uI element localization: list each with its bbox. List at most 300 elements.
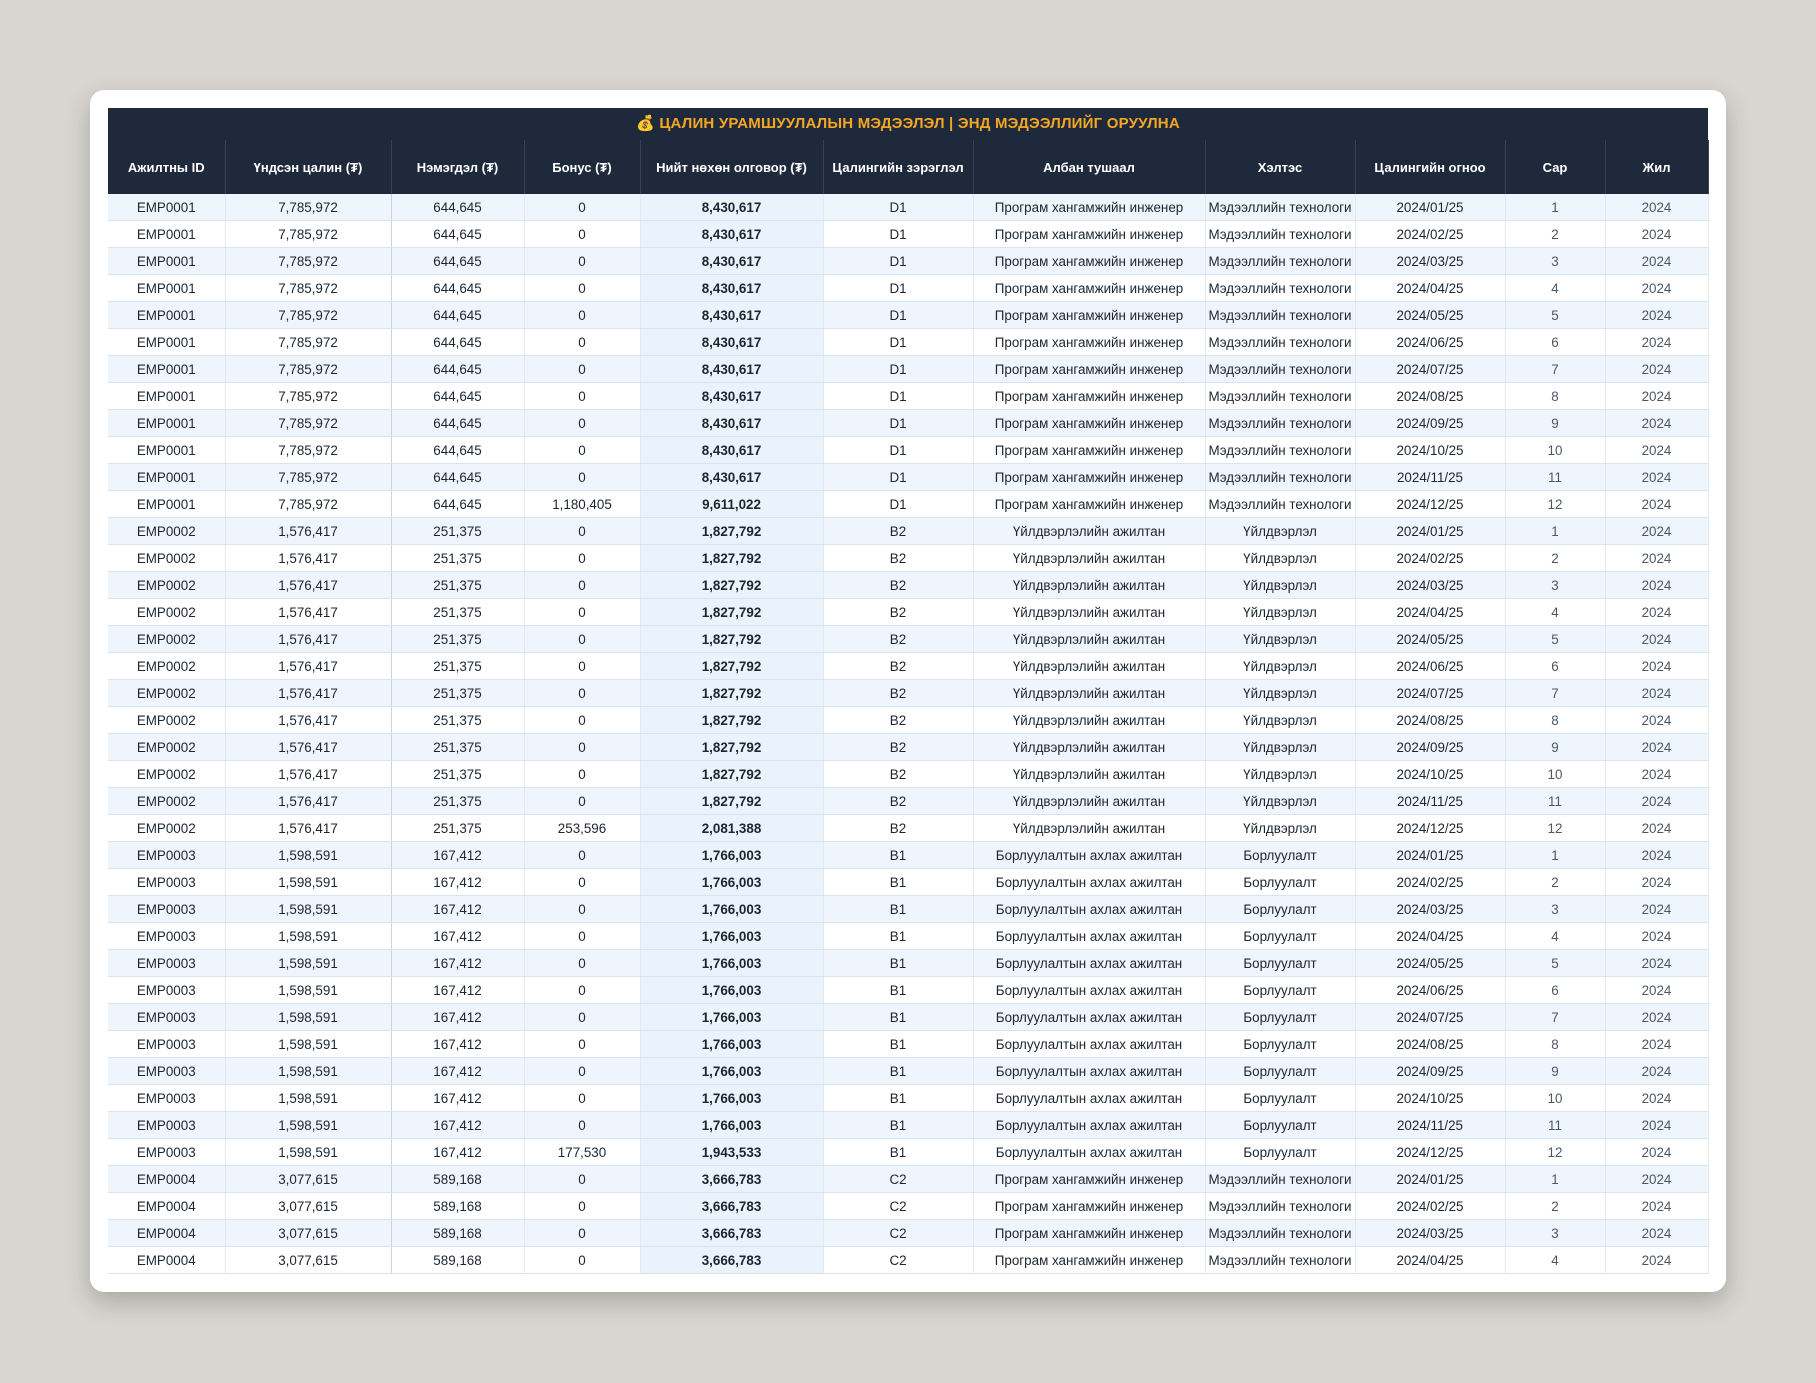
cell-employee-id[interactable]: EMP0001 [108, 464, 225, 491]
cell-position[interactable]: Програм хангамжийн инженер [973, 275, 1205, 302]
cell-total-compensation[interactable]: 9,611,022 [640, 491, 823, 518]
cell-year[interactable]: 2024 [1605, 1220, 1708, 1247]
cell-total-compensation[interactable]: 1,827,792 [640, 545, 823, 572]
cell-salary-grade[interactable]: D1 [823, 302, 973, 329]
cell-month[interactable]: 9 [1505, 1058, 1605, 1085]
cell-pay-date[interactable]: 2024/04/25 [1355, 275, 1505, 302]
cell-salary-grade[interactable]: B1 [823, 1004, 973, 1031]
cell-base-salary[interactable]: 7,785,972 [225, 410, 391, 437]
col-header-department[interactable]: Хэлтэс [1205, 140, 1355, 194]
cell-salary-grade[interactable]: B1 [823, 1058, 973, 1085]
cell-bonus[interactable]: 0 [524, 977, 640, 1004]
cell-employee-id[interactable]: EMP0003 [108, 950, 225, 977]
cell-year[interactable]: 2024 [1605, 194, 1708, 221]
cell-salary-grade[interactable]: C2 [823, 1166, 973, 1193]
cell-pay-date[interactable]: 2024/12/25 [1355, 815, 1505, 842]
cell-total-compensation[interactable]: 3,666,783 [640, 1193, 823, 1220]
cell-total-compensation[interactable]: 1,766,003 [640, 1112, 823, 1139]
cell-total-compensation[interactable]: 1,827,792 [640, 626, 823, 653]
cell-bonus[interactable]: 0 [524, 1004, 640, 1031]
cell-month[interactable]: 4 [1505, 599, 1605, 626]
cell-base-salary[interactable]: 1,576,417 [225, 707, 391, 734]
cell-year[interactable]: 2024 [1605, 626, 1708, 653]
cell-bonus[interactable]: 0 [524, 707, 640, 734]
cell-bonus[interactable]: 1,180,405 [524, 491, 640, 518]
cell-allowance[interactable]: 644,645 [391, 302, 524, 329]
cell-pay-date[interactable]: 2024/11/25 [1355, 464, 1505, 491]
cell-bonus[interactable]: 0 [524, 1112, 640, 1139]
cell-pay-date[interactable]: 2024/12/25 [1355, 1139, 1505, 1166]
cell-total-compensation[interactable]: 8,430,617 [640, 302, 823, 329]
cell-base-salary[interactable]: 7,785,972 [225, 464, 391, 491]
cell-year[interactable]: 2024 [1605, 1193, 1708, 1220]
cell-allowance[interactable]: 167,412 [391, 977, 524, 1004]
cell-bonus[interactable]: 0 [524, 653, 640, 680]
cell-department[interactable]: Мэдээллийн технологи [1205, 1247, 1355, 1274]
cell-position[interactable]: Борлуулалтын ахлах ажилтан [973, 950, 1205, 977]
cell-allowance[interactable]: 644,645 [391, 194, 524, 221]
cell-employee-id[interactable]: EMP0003 [108, 923, 225, 950]
cell-position[interactable]: Програм хангамжийн инженер [973, 437, 1205, 464]
cell-base-salary[interactable]: 1,598,591 [225, 1058, 391, 1085]
cell-month[interactable]: 1 [1505, 518, 1605, 545]
cell-base-salary[interactable]: 3,077,615 [225, 1193, 391, 1220]
cell-pay-date[interactable]: 2024/11/25 [1355, 788, 1505, 815]
cell-employee-id[interactable]: EMP0002 [108, 680, 225, 707]
cell-salary-grade[interactable]: B2 [823, 707, 973, 734]
cell-month[interactable]: 8 [1505, 1031, 1605, 1058]
cell-allowance[interactable]: 589,168 [391, 1193, 524, 1220]
cell-base-salary[interactable]: 3,077,615 [225, 1166, 391, 1193]
cell-salary-grade[interactable]: D1 [823, 248, 973, 275]
cell-allowance[interactable]: 589,168 [391, 1247, 524, 1274]
cell-pay-date[interactable]: 2024/08/25 [1355, 1031, 1505, 1058]
cell-salary-grade[interactable]: B2 [823, 788, 973, 815]
cell-pay-date[interactable]: 2024/05/25 [1355, 950, 1505, 977]
cell-year[interactable]: 2024 [1605, 1139, 1708, 1166]
cell-base-salary[interactable]: 7,785,972 [225, 383, 391, 410]
cell-year[interactable]: 2024 [1605, 761, 1708, 788]
cell-total-compensation[interactable]: 3,666,783 [640, 1247, 823, 1274]
cell-employee-id[interactable]: EMP0003 [108, 1004, 225, 1031]
cell-employee-id[interactable]: EMP0001 [108, 221, 225, 248]
cell-year[interactable]: 2024 [1605, 869, 1708, 896]
cell-pay-date[interactable]: 2024/01/25 [1355, 518, 1505, 545]
cell-department[interactable]: Мэдээллийн технологи [1205, 302, 1355, 329]
cell-year[interactable]: 2024 [1605, 842, 1708, 869]
cell-pay-date[interactable]: 2024/09/25 [1355, 1058, 1505, 1085]
cell-department[interactable]: Мэдээллийн технологи [1205, 329, 1355, 356]
cell-bonus[interactable]: 0 [524, 842, 640, 869]
cell-bonus[interactable]: 177,530 [524, 1139, 640, 1166]
cell-position[interactable]: Борлуулалтын ахлах ажилтан [973, 896, 1205, 923]
cell-bonus[interactable]: 0 [524, 788, 640, 815]
cell-year[interactable]: 2024 [1605, 896, 1708, 923]
cell-year[interactable]: 2024 [1605, 275, 1708, 302]
cell-total-compensation[interactable]: 8,430,617 [640, 275, 823, 302]
cell-base-salary[interactable]: 7,785,972 [225, 248, 391, 275]
cell-department[interactable]: Мэдээллийн технологи [1205, 356, 1355, 383]
cell-bonus[interactable]: 0 [524, 194, 640, 221]
cell-base-salary[interactable]: 1,576,417 [225, 599, 391, 626]
cell-allowance[interactable]: 167,412 [391, 1112, 524, 1139]
cell-department[interactable]: Үйлдвэрлэл [1205, 815, 1355, 842]
cell-department[interactable]: Үйлдвэрлэл [1205, 572, 1355, 599]
col-header-position[interactable]: Албан тушаал [973, 140, 1205, 194]
cell-allowance[interactable]: 251,375 [391, 761, 524, 788]
cell-position[interactable]: Борлуулалтын ахлах ажилтан [973, 1004, 1205, 1031]
cell-total-compensation[interactable]: 8,430,617 [640, 194, 823, 221]
cell-salary-grade[interactable]: B1 [823, 1031, 973, 1058]
cell-department[interactable]: Үйлдвэрлэл [1205, 599, 1355, 626]
cell-total-compensation[interactable]: 8,430,617 [640, 464, 823, 491]
cell-position[interactable]: Үйлдвэрлэлийн ажилтан [973, 518, 1205, 545]
cell-pay-date[interactable]: 2024/10/25 [1355, 1085, 1505, 1112]
cell-allowance[interactable]: 251,375 [391, 707, 524, 734]
cell-month[interactable]: 8 [1505, 383, 1605, 410]
cell-allowance[interactable]: 167,412 [391, 1004, 524, 1031]
cell-position[interactable]: Үйлдвэрлэлийн ажилтан [973, 815, 1205, 842]
cell-position[interactable]: Програм хангамжийн инженер [973, 464, 1205, 491]
cell-pay-date[interactable]: 2024/06/25 [1355, 977, 1505, 1004]
cell-year[interactable]: 2024 [1605, 518, 1708, 545]
cell-bonus[interactable]: 0 [524, 275, 640, 302]
cell-allowance[interactable]: 589,168 [391, 1220, 524, 1247]
cell-employee-id[interactable]: EMP0003 [108, 1058, 225, 1085]
cell-year[interactable]: 2024 [1605, 572, 1708, 599]
cell-allowance[interactable]: 251,375 [391, 788, 524, 815]
cell-base-salary[interactable]: 1,576,417 [225, 788, 391, 815]
cell-department[interactable]: Мэдээллийн технологи [1205, 464, 1355, 491]
cell-pay-date[interactable]: 2024/01/25 [1355, 194, 1505, 221]
cell-allowance[interactable]: 644,645 [391, 275, 524, 302]
cell-position[interactable]: Програм хангамжийн инженер [973, 194, 1205, 221]
cell-base-salary[interactable]: 7,785,972 [225, 275, 391, 302]
cell-month[interactable]: 11 [1505, 1112, 1605, 1139]
col-header-salary-grade[interactable]: Цалингийн зэрэглэл [823, 140, 973, 194]
cell-year[interactable]: 2024 [1605, 599, 1708, 626]
cell-salary-grade[interactable]: B2 [823, 545, 973, 572]
cell-allowance[interactable]: 251,375 [391, 653, 524, 680]
cell-salary-grade[interactable]: B2 [823, 626, 973, 653]
cell-salary-grade[interactable]: D1 [823, 383, 973, 410]
cell-department[interactable]: Мэдээллийн технологи [1205, 410, 1355, 437]
cell-year[interactable]: 2024 [1605, 977, 1708, 1004]
cell-salary-grade[interactable]: D1 [823, 410, 973, 437]
cell-base-salary[interactable]: 1,576,417 [225, 545, 391, 572]
cell-department[interactable]: Борлуулалт [1205, 1058, 1355, 1085]
cell-salary-grade[interactable]: B1 [823, 977, 973, 1004]
cell-position[interactable]: Борлуулалтын ахлах ажилтан [973, 1139, 1205, 1166]
cell-department[interactable]: Үйлдвэрлэл [1205, 545, 1355, 572]
cell-allowance[interactable]: 251,375 [391, 518, 524, 545]
cell-department[interactable]: Мэдээллийн технологи [1205, 194, 1355, 221]
cell-base-salary[interactable]: 1,598,591 [225, 923, 391, 950]
cell-salary-grade[interactable]: B2 [823, 518, 973, 545]
cell-employee-id[interactable]: EMP0002 [108, 572, 225, 599]
cell-month[interactable]: 12 [1505, 491, 1605, 518]
cell-total-compensation[interactable]: 1,827,792 [640, 680, 823, 707]
cell-year[interactable]: 2024 [1605, 1058, 1708, 1085]
col-header-total-compensation[interactable]: Нийт нөхөн олговор (₮) [640, 140, 823, 194]
cell-employee-id[interactable]: EMP0003 [108, 1085, 225, 1112]
cell-position[interactable]: Програм хангамжийн инженер [973, 1193, 1205, 1220]
cell-salary-grade[interactable]: B2 [823, 599, 973, 626]
cell-pay-date[interactable]: 2024/05/25 [1355, 626, 1505, 653]
cell-pay-date[interactable]: 2024/06/25 [1355, 329, 1505, 356]
cell-base-salary[interactable]: 1,576,417 [225, 518, 391, 545]
cell-month[interactable]: 5 [1505, 626, 1605, 653]
cell-pay-date[interactable]: 2024/03/25 [1355, 1220, 1505, 1247]
cell-total-compensation[interactable]: 1,827,792 [640, 572, 823, 599]
cell-bonus[interactable]: 0 [524, 1247, 640, 1274]
cell-bonus[interactable]: 0 [524, 1220, 640, 1247]
cell-bonus[interactable]: 0 [524, 1166, 640, 1193]
cell-month[interactable]: 2 [1505, 1193, 1605, 1220]
cell-position[interactable]: Програм хангамжийн инженер [973, 302, 1205, 329]
cell-year[interactable]: 2024 [1605, 1247, 1708, 1274]
cell-pay-date[interactable]: 2024/08/25 [1355, 383, 1505, 410]
cell-base-salary[interactable]: 1,598,591 [225, 869, 391, 896]
cell-salary-grade[interactable]: B2 [823, 572, 973, 599]
cell-position[interactable]: Үйлдвэрлэлийн ажилтан [973, 788, 1205, 815]
cell-year[interactable]: 2024 [1605, 248, 1708, 275]
cell-year[interactable]: 2024 [1605, 464, 1708, 491]
cell-employee-id[interactable]: EMP0001 [108, 275, 225, 302]
cell-total-compensation[interactable]: 1,766,003 [640, 923, 823, 950]
cell-bonus[interactable]: 0 [524, 248, 640, 275]
cell-year[interactable]: 2024 [1605, 437, 1708, 464]
cell-department[interactable]: Борлуулалт [1205, 1004, 1355, 1031]
cell-salary-grade[interactable]: C2 [823, 1193, 973, 1220]
cell-department[interactable]: Үйлдвэрлэл [1205, 518, 1355, 545]
cell-allowance[interactable]: 644,645 [391, 410, 524, 437]
cell-month[interactable]: 7 [1505, 356, 1605, 383]
cell-allowance[interactable]: 251,375 [391, 599, 524, 626]
cell-pay-date[interactable]: 2024/04/25 [1355, 599, 1505, 626]
cell-month[interactable]: 6 [1505, 977, 1605, 1004]
cell-allowance[interactable]: 251,375 [391, 680, 524, 707]
cell-bonus[interactable]: 0 [524, 383, 640, 410]
cell-bonus[interactable]: 0 [524, 761, 640, 788]
cell-pay-date[interactable]: 2024/12/25 [1355, 491, 1505, 518]
cell-position[interactable]: Үйлдвэрлэлийн ажилтан [973, 626, 1205, 653]
cell-department[interactable]: Борлуулалт [1205, 1139, 1355, 1166]
cell-bonus[interactable]: 0 [524, 410, 640, 437]
cell-bonus[interactable]: 0 [524, 545, 640, 572]
cell-base-salary[interactable]: 7,785,972 [225, 221, 391, 248]
cell-allowance[interactable]: 644,645 [391, 356, 524, 383]
cell-year[interactable]: 2024 [1605, 1031, 1708, 1058]
cell-bonus[interactable]: 0 [524, 734, 640, 761]
cell-total-compensation[interactable]: 8,430,617 [640, 248, 823, 275]
cell-department[interactable]: Мэдээллийн технологи [1205, 383, 1355, 410]
cell-department[interactable]: Мэдээллийн технологи [1205, 221, 1355, 248]
cell-employee-id[interactable]: EMP0004 [108, 1247, 225, 1274]
cell-position[interactable]: Үйлдвэрлэлийн ажилтан [973, 734, 1205, 761]
cell-salary-grade[interactable]: B1 [823, 1112, 973, 1139]
cell-month[interactable]: 9 [1505, 410, 1605, 437]
cell-allowance[interactable]: 167,412 [391, 842, 524, 869]
cell-bonus[interactable]: 0 [524, 680, 640, 707]
cell-allowance[interactable]: 251,375 [391, 734, 524, 761]
cell-base-salary[interactable]: 7,785,972 [225, 329, 391, 356]
cell-salary-grade[interactable]: B2 [823, 734, 973, 761]
cell-base-salary[interactable]: 1,598,591 [225, 1031, 391, 1058]
cell-salary-grade[interactable]: D1 [823, 194, 973, 221]
cell-bonus[interactable]: 0 [524, 923, 640, 950]
cell-department[interactable]: Борлуулалт [1205, 977, 1355, 1004]
cell-month[interactable]: 11 [1505, 464, 1605, 491]
cell-position[interactable]: Програм хангамжийн инженер [973, 356, 1205, 383]
cell-year[interactable]: 2024 [1605, 950, 1708, 977]
cell-base-salary[interactable]: 1,598,591 [225, 1004, 391, 1031]
cell-total-compensation[interactable]: 1,766,003 [640, 1058, 823, 1085]
cell-total-compensation[interactable]: 8,430,617 [640, 437, 823, 464]
cell-employee-id[interactable]: EMP0004 [108, 1166, 225, 1193]
cell-position[interactable]: Борлуулалтын ахлах ажилтан [973, 1085, 1205, 1112]
cell-total-compensation[interactable]: 8,430,617 [640, 410, 823, 437]
cell-employee-id[interactable]: EMP0001 [108, 302, 225, 329]
cell-month[interactable]: 12 [1505, 1139, 1605, 1166]
cell-employee-id[interactable]: EMP0002 [108, 518, 225, 545]
cell-total-compensation[interactable]: 1,827,792 [640, 734, 823, 761]
cell-year[interactable]: 2024 [1605, 1166, 1708, 1193]
cell-department[interactable]: Борлуулалт [1205, 1112, 1355, 1139]
cell-month[interactable]: 5 [1505, 950, 1605, 977]
cell-year[interactable]: 2024 [1605, 302, 1708, 329]
cell-pay-date[interactable]: 2024/03/25 [1355, 248, 1505, 275]
cell-total-compensation[interactable]: 1,827,792 [640, 788, 823, 815]
cell-year[interactable]: 2024 [1605, 356, 1708, 383]
col-header-pay-date[interactable]: Цалингийн огноо [1355, 140, 1505, 194]
cell-employee-id[interactable]: EMP0002 [108, 545, 225, 572]
cell-department[interactable]: Мэдээллийн технологи [1205, 1166, 1355, 1193]
cell-position[interactable]: Үйлдвэрлэлийн ажилтан [973, 653, 1205, 680]
cell-employee-id[interactable]: EMP0004 [108, 1193, 225, 1220]
cell-year[interactable]: 2024 [1605, 383, 1708, 410]
cell-department[interactable]: Мэдээллийн технологи [1205, 437, 1355, 464]
cell-salary-grade[interactable]: D1 [823, 356, 973, 383]
col-header-bonus[interactable]: Бонус (₮) [524, 140, 640, 194]
cell-salary-grade[interactable]: B2 [823, 680, 973, 707]
cell-position[interactable]: Үйлдвэрлэлийн ажилтан [973, 545, 1205, 572]
col-header-month[interactable]: Сар [1505, 140, 1605, 194]
cell-bonus[interactable]: 253,596 [524, 815, 640, 842]
cell-position[interactable]: Үйлдвэрлэлийн ажилтан [973, 599, 1205, 626]
cell-employee-id[interactable]: EMP0001 [108, 356, 225, 383]
cell-total-compensation[interactable]: 3,666,783 [640, 1220, 823, 1247]
cell-year[interactable]: 2024 [1605, 1004, 1708, 1031]
cell-pay-date[interactable]: 2024/07/25 [1355, 680, 1505, 707]
cell-position[interactable]: Програм хангамжийн инженер [973, 329, 1205, 356]
cell-month[interactable]: 10 [1505, 761, 1605, 788]
cell-position[interactable]: Програм хангамжийн инженер [973, 410, 1205, 437]
cell-month[interactable]: 5 [1505, 302, 1605, 329]
cell-pay-date[interactable]: 2024/02/25 [1355, 869, 1505, 896]
cell-base-salary[interactable]: 1,576,417 [225, 761, 391, 788]
cell-position[interactable]: Програм хангамжийн инженер [973, 383, 1205, 410]
cell-salary-grade[interactable]: B1 [823, 1139, 973, 1166]
cell-total-compensation[interactable]: 1,766,003 [640, 950, 823, 977]
cell-employee-id[interactable]: EMP0004 [108, 1220, 225, 1247]
cell-total-compensation[interactable]: 1,943,533 [640, 1139, 823, 1166]
cell-bonus[interactable]: 0 [524, 464, 640, 491]
cell-base-salary[interactable]: 1,576,417 [225, 815, 391, 842]
cell-bonus[interactable]: 0 [524, 437, 640, 464]
cell-total-compensation[interactable]: 1,766,003 [640, 896, 823, 923]
cell-employee-id[interactable]: EMP0001 [108, 437, 225, 464]
cell-employee-id[interactable]: EMP0002 [108, 599, 225, 626]
cell-year[interactable]: 2024 [1605, 410, 1708, 437]
cell-base-salary[interactable]: 1,576,417 [225, 734, 391, 761]
cell-pay-date[interactable]: 2024/02/25 [1355, 545, 1505, 572]
cell-base-salary[interactable]: 7,785,972 [225, 491, 391, 518]
cell-position[interactable]: Үйлдвэрлэлийн ажилтан [973, 761, 1205, 788]
cell-year[interactable]: 2024 [1605, 221, 1708, 248]
cell-year[interactable]: 2024 [1605, 545, 1708, 572]
cell-salary-grade[interactable]: B1 [823, 923, 973, 950]
cell-month[interactable]: 4 [1505, 275, 1605, 302]
cell-salary-grade[interactable]: D1 [823, 329, 973, 356]
cell-allowance[interactable]: 644,645 [391, 221, 524, 248]
cell-base-salary[interactable]: 1,598,591 [225, 1139, 391, 1166]
cell-base-salary[interactable]: 1,598,591 [225, 1085, 391, 1112]
cell-department[interactable]: Борлуулалт [1205, 950, 1355, 977]
cell-pay-date[interactable]: 2024/08/25 [1355, 707, 1505, 734]
cell-month[interactable]: 7 [1505, 680, 1605, 707]
cell-position[interactable]: Програм хангамжийн инженер [973, 1220, 1205, 1247]
cell-allowance[interactable]: 251,375 [391, 815, 524, 842]
cell-position[interactable]: Борлуулалтын ахлах ажилтан [973, 1058, 1205, 1085]
cell-salary-grade[interactable]: D1 [823, 275, 973, 302]
cell-year[interactable]: 2024 [1605, 1085, 1708, 1112]
cell-department[interactable]: Борлуулалт [1205, 923, 1355, 950]
cell-month[interactable]: 3 [1505, 572, 1605, 599]
cell-total-compensation[interactable]: 1,827,792 [640, 707, 823, 734]
cell-total-compensation[interactable]: 1,766,003 [640, 1031, 823, 1058]
cell-year[interactable]: 2024 [1605, 788, 1708, 815]
cell-month[interactable]: 10 [1505, 437, 1605, 464]
cell-year[interactable]: 2024 [1605, 815, 1708, 842]
cell-total-compensation[interactable]: 8,430,617 [640, 383, 823, 410]
cell-month[interactable]: 6 [1505, 329, 1605, 356]
cell-department[interactable]: Үйлдвэрлэл [1205, 626, 1355, 653]
cell-department[interactable]: Мэдээллийн технологи [1205, 1193, 1355, 1220]
cell-position[interactable]: Програм хангамжийн инженер [973, 248, 1205, 275]
cell-employee-id[interactable]: EMP0003 [108, 1031, 225, 1058]
cell-pay-date[interactable]: 2024/09/25 [1355, 734, 1505, 761]
cell-total-compensation[interactable]: 8,430,617 [640, 221, 823, 248]
cell-total-compensation[interactable]: 8,430,617 [640, 356, 823, 383]
cell-salary-grade[interactable]: B1 [823, 896, 973, 923]
cell-bonus[interactable]: 0 [524, 599, 640, 626]
cell-employee-id[interactable]: EMP0002 [108, 707, 225, 734]
cell-pay-date[interactable]: 2024/02/25 [1355, 221, 1505, 248]
cell-allowance[interactable]: 167,412 [391, 1085, 524, 1112]
cell-total-compensation[interactable]: 1,766,003 [640, 977, 823, 1004]
cell-pay-date[interactable]: 2024/03/25 [1355, 572, 1505, 599]
cell-department[interactable]: Үйлдвэрлэл [1205, 761, 1355, 788]
cell-base-salary[interactable]: 3,077,615 [225, 1247, 391, 1274]
cell-employee-id[interactable]: EMP0001 [108, 383, 225, 410]
cell-month[interactable]: 2 [1505, 545, 1605, 572]
cell-bonus[interactable]: 0 [524, 1058, 640, 1085]
cell-allowance[interactable]: 167,412 [391, 1139, 524, 1166]
cell-total-compensation[interactable]: 8,430,617 [640, 329, 823, 356]
cell-total-compensation[interactable]: 1,827,792 [640, 761, 823, 788]
cell-pay-date[interactable]: 2024/05/25 [1355, 302, 1505, 329]
